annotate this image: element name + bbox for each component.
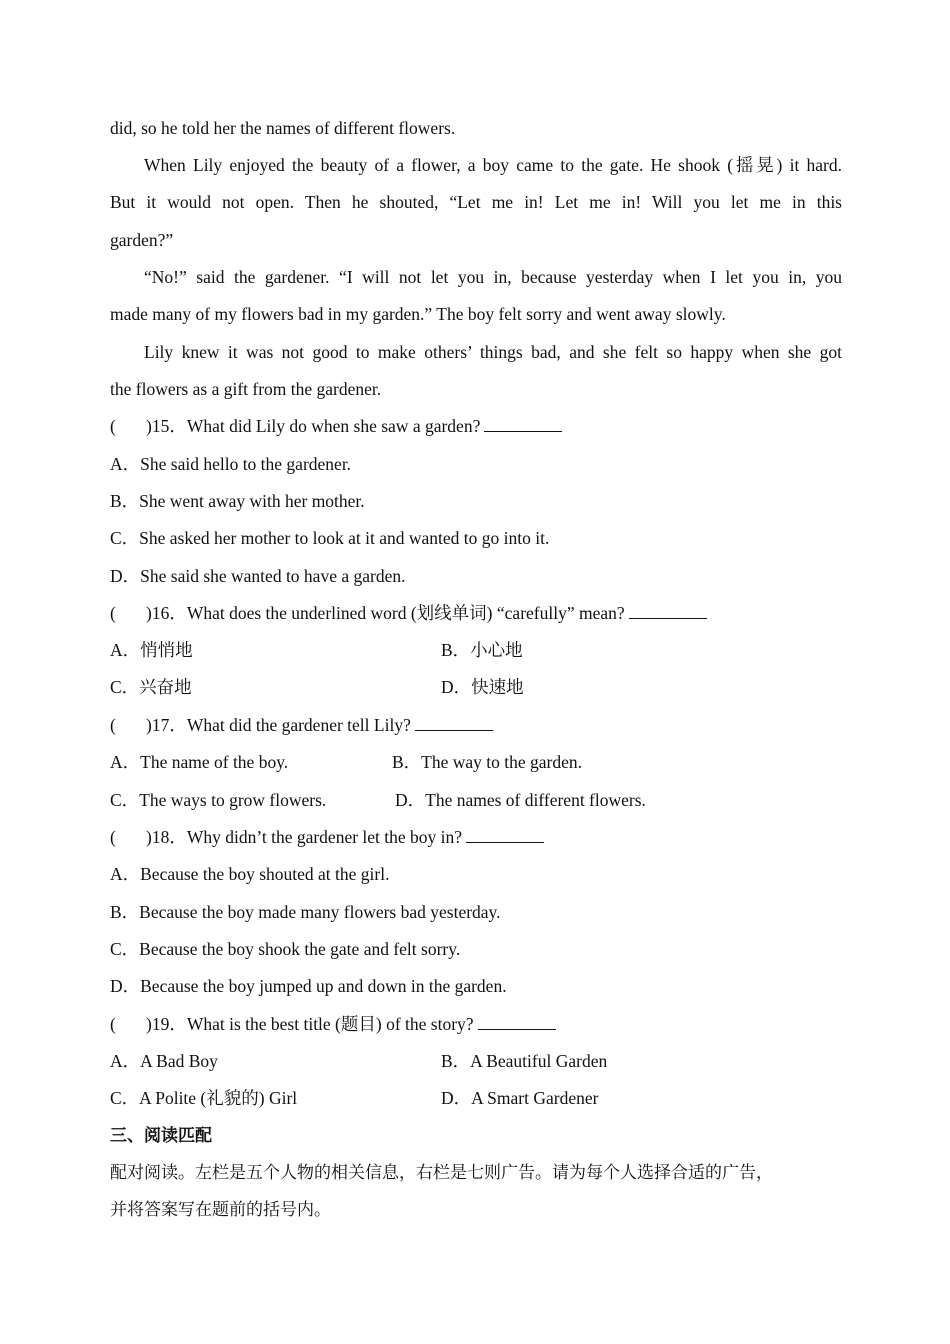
q16-option-c: C．兴奋地 [110, 677, 192, 697]
question-text: )17．What did the gardener tell Lily? [146, 715, 411, 735]
q19-options-row-1 [110, 1049, 842, 1073]
q16-options-row-1 [110, 638, 842, 662]
answer-bracket: ( [110, 827, 116, 847]
q17-option-c: C．The ways to grow flowers. [110, 790, 327, 810]
section-heading: 三、阅读匹配 [110, 1126, 212, 1146]
passage-line-6: made many of my flowers bad in my garden.” The boy felt sorry and went away slowly. [110, 304, 726, 324]
answer-blank[interactable] [484, 414, 562, 432]
q17-options-row-1 [110, 750, 842, 774]
answer-blank[interactable] [466, 825, 544, 843]
question-text: )16．What does the underlined word (划线单词) “carefully” mean? [146, 603, 625, 623]
question-19 [110, 1012, 842, 1036]
answer-blank[interactable] [629, 601, 707, 619]
q16-options-row-2 [110, 675, 842, 699]
q16-option-b: B．小心地 [441, 640, 523, 660]
passage-line-1: did, so he told her the names of different flowers. [110, 118, 456, 138]
q18-option-c: C．Because the boy shook the gate and felt sorry. [110, 939, 461, 959]
q18-option-a: A．Because the boy shouted at the girl. [110, 864, 390, 884]
q15-option-c: C．She asked her mother to look at it and wanted to go into it. [110, 528, 550, 548]
section-instruction-line-2: 并将答案写在题前的括号内。 [110, 1200, 331, 1220]
q17-option-a: A．The name of the boy. [110, 752, 289, 772]
answer-blank[interactable] [415, 713, 493, 731]
answer-bracket: ( [110, 416, 116, 436]
question-text: )18．Why didn’t the gardener let the boy in? [146, 827, 463, 847]
answer-bracket: ( [110, 603, 116, 623]
section-instruction-line-1: 配对阅读。左栏是五个人物的相关信息，右栏是七则广告。请为每个人选择合适的广告， [110, 1163, 773, 1183]
answer-bracket: ( [110, 715, 116, 735]
q15-option-d: D．She said she wanted to have a garden. [110, 566, 406, 586]
q16-option-d: D．快速地 [441, 677, 524, 697]
q18-option-b: B．Because the boy made many flowers bad yesterday. [110, 902, 501, 922]
q17-options-row-2 [110, 788, 842, 812]
question-16 [110, 601, 842, 625]
passage-line-7: Lily knew it was not good to make others’ things bad, and she felt so happy when she got [144, 342, 842, 362]
q19-option-d: D．A Smart Gardener [441, 1088, 599, 1108]
q15-option-b: B．She went away with her mother. [110, 491, 365, 511]
q19-option-a: A．A Bad Boy [110, 1051, 218, 1071]
q16-option-a: A．悄悄地 [110, 640, 193, 660]
answer-blank[interactable] [478, 1012, 556, 1030]
q17-option-b: B．The way to the garden. [392, 752, 583, 772]
passage-line-3: But it would not open. Then he shouted, “Let me in! Let me in! Will you let me in this [110, 192, 842, 212]
q15-option-a: A．She said hello to the gardener. [110, 454, 352, 474]
question-18 [110, 825, 842, 849]
answer-bracket: ( [110, 1014, 116, 1034]
q19-option-b: B．A Beautiful Garden [441, 1051, 608, 1071]
question-text: )19．What is the best title (题目) of the story? [146, 1014, 474, 1034]
q18-option-d: D．Because the boy jumped up and down in the garden. [110, 976, 507, 996]
passage-line-8: the flowers as a gift from the gardener. [110, 379, 382, 399]
question-15 [110, 414, 842, 438]
q19-options-row-2 [110, 1086, 842, 1110]
passage-line-2: When Lily enjoyed the beauty of a flower, a boy came to the gate. He shook (摇晃) it hard. [144, 155, 842, 175]
passage-line-4: garden?” [110, 230, 174, 250]
question-17 [110, 713, 842, 737]
question-text: )15．What did Lily do when she saw a garden? [146, 416, 481, 436]
q19-option-c: C．A Polite (礼貌的) Girl [110, 1088, 298, 1108]
q17-option-d: D．The names of different flowers. [395, 790, 646, 810]
passage-line-5: “No!” said the gardener. “I will not let you in, because yesterday when I let you in, you [144, 267, 842, 287]
